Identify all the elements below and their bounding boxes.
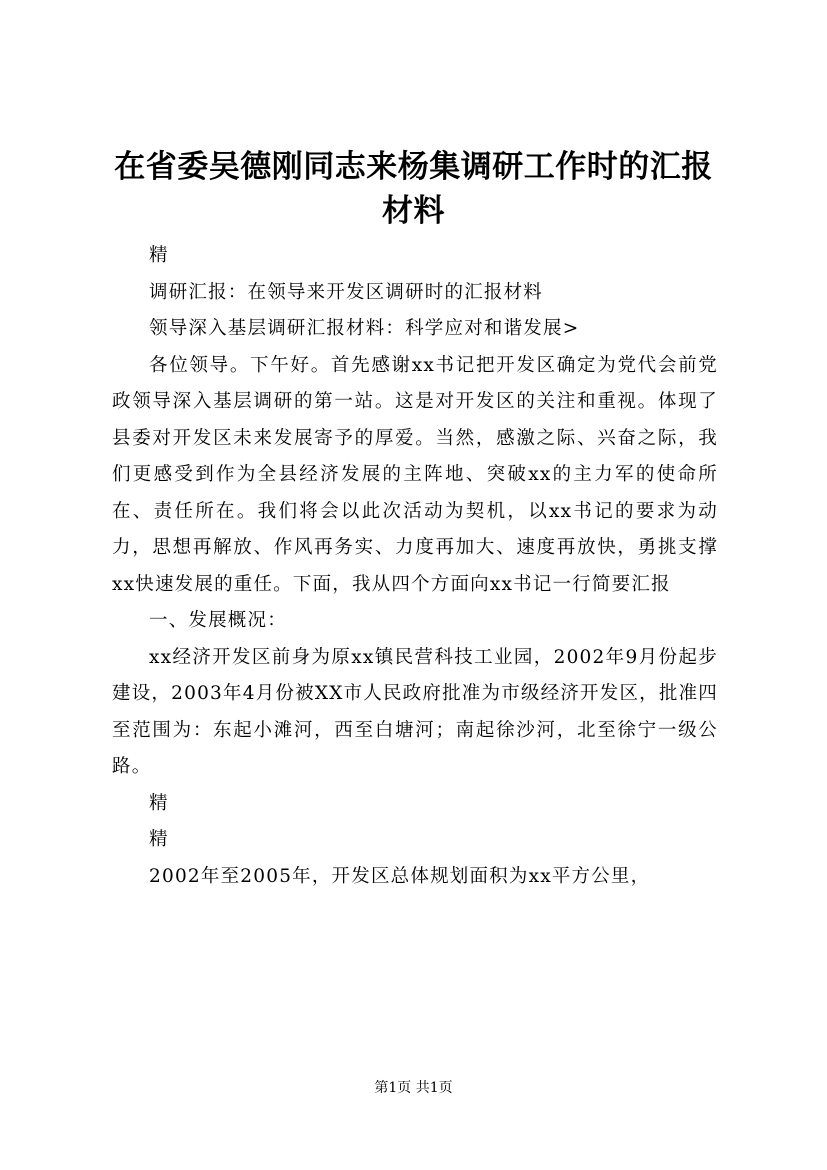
paragraph-1: 精 [149, 245, 169, 266]
paragraph-7: 精 [149, 792, 169, 814]
paragraph-6: xx经济开发区前身为原xx镇民营科技工业园，2002年9月份起步建设，2003年4月份被XX市人民政府批准为市级经济开发区，批准四至范围为：东起小滩河，西至白塘河；南起徐沙河，北至徐宁一级公路。 [112, 646, 718, 777]
paragraph-9: 2002年至2005年，开发区总体规划面积为xx平方公里， [149, 865, 651, 887]
paragraph-8: 精 [149, 829, 169, 850]
document-body [112, 238, 718, 895]
paragraph-2: 调研汇报：在领导来开发区调研时的汇报材料 [149, 281, 544, 303]
document-title: 在省委吴德刚同志来杨集调研工作时的汇报材料 [114, 149, 713, 229]
paragraph-5: 一、发展概况： [149, 610, 287, 631]
paragraph-3: 领导深入基层调研汇报材料：科学应对和谐发展> [149, 318, 580, 339]
page-footer: 第1页 共1页 [374, 1080, 453, 1096]
paragraph-4: 各位领导。下午好。首先感谢xx书记把开发区确定为党代会前党政领导深入基层调研的第一站。这是对开发区的关注和重视。体现了县委对开发区未来发展寄予的厚爱。当然，感激之际、兴奋之际，我们更感受到作为全县经济发展的主阵地、突破xx的主力军的使命所在、责任所在。我们将会以此次活动为契机，以xx书记的要求为动力，思想再解放、作风再务实、力度再加大、速度再放快，勇挑支撑xx快速发展的重任。下面，我从四个方面向xx书记一行简要汇报 [112, 354, 718, 595]
